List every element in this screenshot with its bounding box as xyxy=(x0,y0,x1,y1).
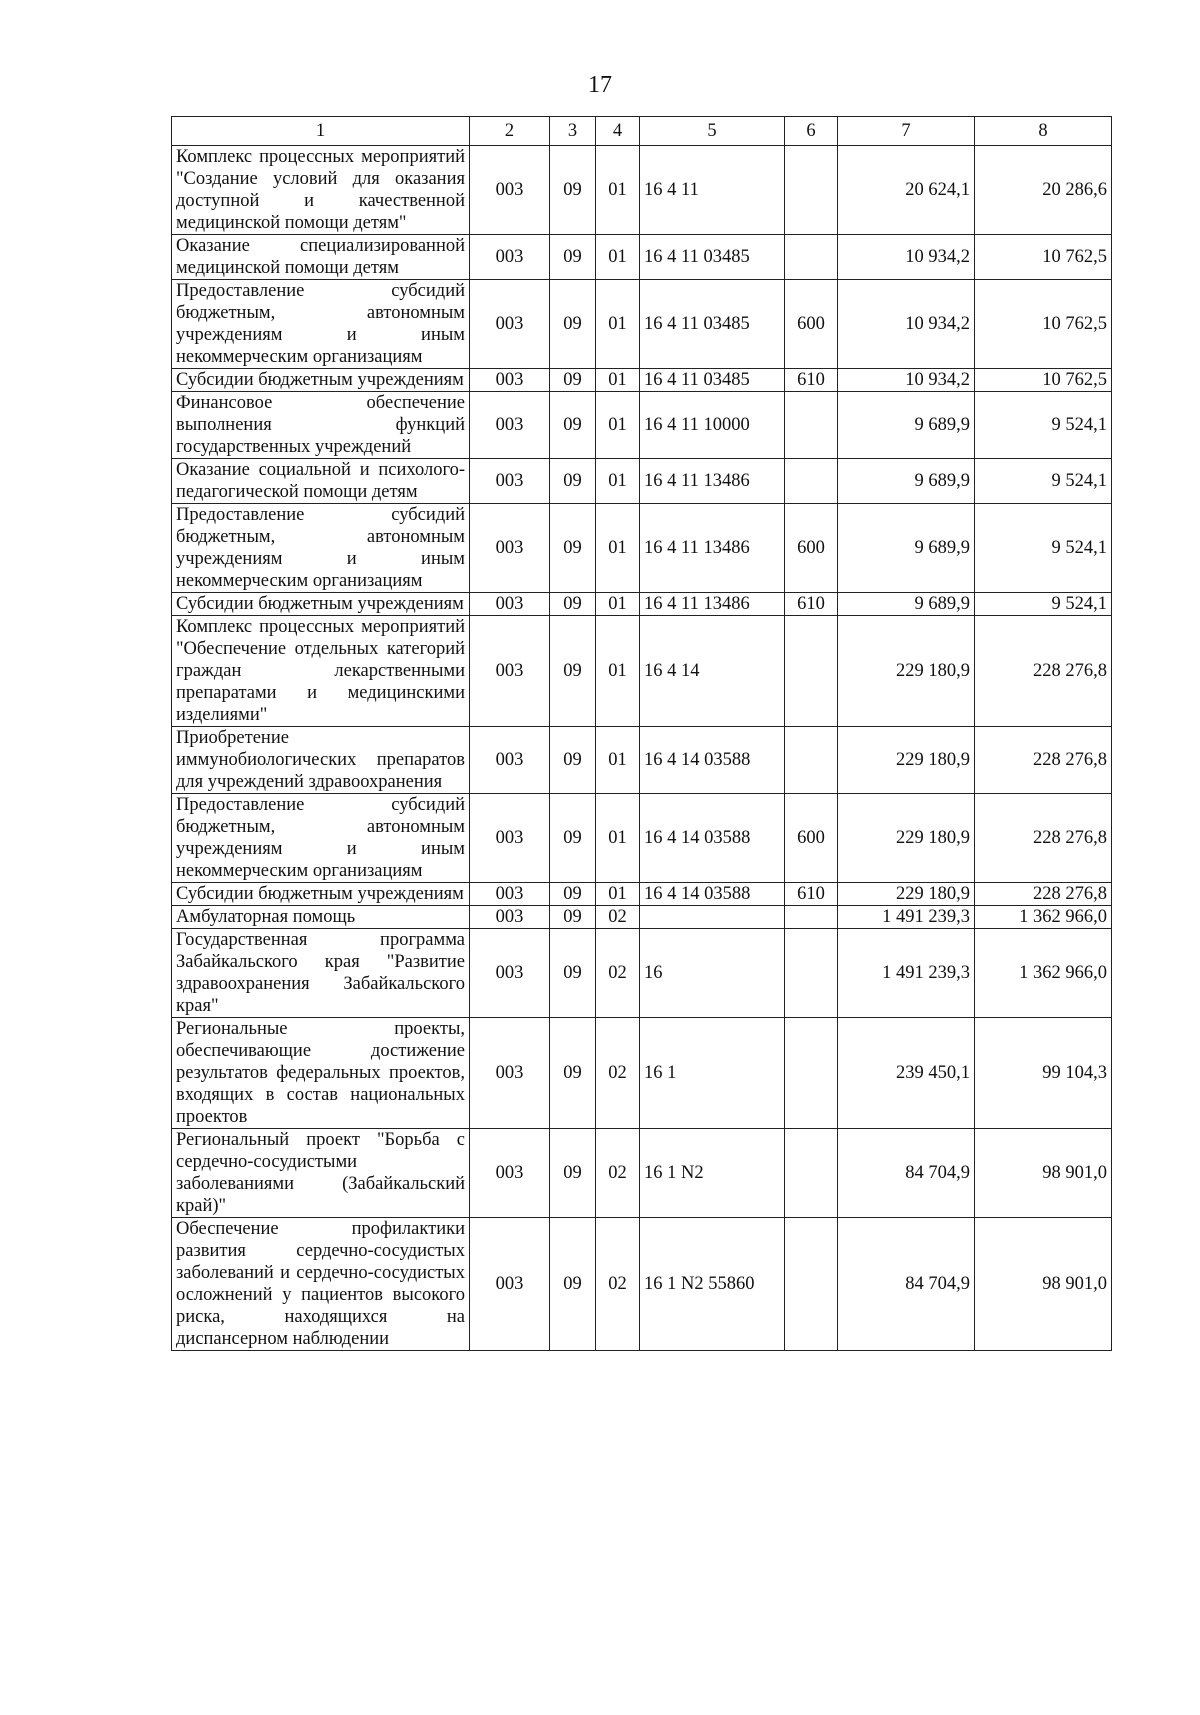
section-code-cell: 09 xyxy=(550,1018,596,1129)
amount-year2-cell: 228 276,8 xyxy=(975,794,1112,883)
row-name-cell: Комплекс процессных мероприятий "Обеспечение отдельных категорий граждан лекарственными препаратами и медицинскими изделиями" xyxy=(172,616,470,727)
target-article-cell: 16 1 N2 55860 xyxy=(640,1218,785,1351)
amount-year1-cell: 84 704,9 xyxy=(838,1129,975,1218)
section-code-cell: 09 xyxy=(550,369,596,392)
amount-year1-cell: 9 689,9 xyxy=(838,593,975,616)
target-article-cell: 16 4 11 03485 xyxy=(640,235,785,280)
target-article-cell: 16 4 11 13486 xyxy=(640,459,785,504)
row-name-cell: Предоставление субсидий бюджетным, автономным учреждениям и иным некоммерческим организациям xyxy=(172,794,470,883)
section-code-cell: 09 xyxy=(550,459,596,504)
row-name-cell: Субсидии бюджетным учреждениям xyxy=(172,593,470,616)
column-header: 1 xyxy=(172,117,470,146)
amount-year2-cell: 9 524,1 xyxy=(975,593,1112,616)
expense-type-cell: 600 xyxy=(785,504,838,593)
amount-year1-cell: 10 934,2 xyxy=(838,235,975,280)
expense-type-cell: 600 xyxy=(785,794,838,883)
ministry-code-cell: 003 xyxy=(470,794,550,883)
subsection-code-cell: 01 xyxy=(596,235,640,280)
column-header: 3 xyxy=(550,117,596,146)
amount-year1-cell: 84 704,9 xyxy=(838,1218,975,1351)
target-article-cell: 16 xyxy=(640,929,785,1018)
section-code-cell: 09 xyxy=(550,883,596,906)
page-number: 17 xyxy=(588,72,612,98)
expense-type-cell xyxy=(785,1129,838,1218)
table-row xyxy=(172,459,1112,504)
row-name-cell: Комплекс процессных мероприятий "Создание условий для оказания доступной и качественной медицинской помощи детям" xyxy=(172,146,470,235)
row-name-cell: Финансовое обеспечение выполнения функций государственных учреждений xyxy=(172,392,470,459)
subsection-code-cell: 02 xyxy=(596,906,640,929)
amount-year2-cell: 98 901,0 xyxy=(975,1218,1112,1351)
amount-year2-cell: 1 362 966,0 xyxy=(975,906,1112,929)
amount-year2-cell: 10 762,5 xyxy=(975,235,1112,280)
target-article-cell: 16 4 11 13486 xyxy=(640,593,785,616)
section-code-cell: 09 xyxy=(550,146,596,235)
expense-type-cell: 610 xyxy=(785,883,838,906)
target-article-cell: 16 4 11 03485 xyxy=(640,280,785,369)
row-name-cell: Оказание социальной и психолого-педагогической помощи детям xyxy=(172,459,470,504)
table-row xyxy=(172,369,1112,392)
expense-type-cell xyxy=(785,1018,838,1129)
ministry-code-cell: 003 xyxy=(470,883,550,906)
column-header: 5 xyxy=(640,117,785,146)
expense-type-cell xyxy=(785,906,838,929)
ministry-code-cell: 003 xyxy=(470,392,550,459)
table-row xyxy=(172,1018,1112,1129)
amount-year2-cell: 9 524,1 xyxy=(975,459,1112,504)
section-code-cell: 09 xyxy=(550,1218,596,1351)
target-article-cell: 16 1 N2 xyxy=(640,1129,785,1218)
target-article-cell: 16 4 11 xyxy=(640,146,785,235)
section-code-cell: 09 xyxy=(550,504,596,593)
amount-year1-cell: 9 689,9 xyxy=(838,392,975,459)
section-code-cell: 09 xyxy=(550,593,596,616)
target-article-cell: 16 4 11 13486 xyxy=(640,504,785,593)
subsection-code-cell: 02 xyxy=(596,1129,640,1218)
expense-type-cell xyxy=(785,146,838,235)
row-name-cell: Предоставление субсидий бюджетным, автономным учреждениям и иным некоммерческим организациям xyxy=(172,280,470,369)
table-row xyxy=(172,929,1112,1018)
amount-year1-cell: 1 491 239,3 xyxy=(838,929,975,1018)
row-name-cell: Предоставление субсидий бюджетным, автономным учреждениям и иным некоммерческим организациям xyxy=(172,504,470,593)
section-code-cell: 09 xyxy=(550,616,596,727)
table-row xyxy=(172,727,1112,794)
subsection-code-cell: 01 xyxy=(596,883,640,906)
amount-year2-cell: 228 276,8 xyxy=(975,727,1112,794)
ministry-code-cell: 003 xyxy=(470,146,550,235)
table-row xyxy=(172,616,1112,727)
amount-year2-cell: 10 762,5 xyxy=(975,369,1112,392)
ministry-code-cell: 003 xyxy=(470,906,550,929)
subsection-code-cell: 01 xyxy=(596,593,640,616)
subsection-code-cell: 01 xyxy=(596,146,640,235)
expense-type-cell xyxy=(785,616,838,727)
column-header: 8 xyxy=(975,117,1112,146)
ministry-code-cell: 003 xyxy=(470,459,550,504)
amount-year1-cell: 10 934,2 xyxy=(838,369,975,392)
subsection-code-cell: 01 xyxy=(596,392,640,459)
amount-year2-cell: 10 762,5 xyxy=(975,280,1112,369)
subsection-code-cell: 01 xyxy=(596,280,640,369)
row-name-cell: Оказание специализированной медицинской помощи детям xyxy=(172,235,470,280)
ministry-code-cell: 003 xyxy=(470,1018,550,1129)
section-code-cell: 09 xyxy=(550,906,596,929)
column-header: 4 xyxy=(596,117,640,146)
budget-table xyxy=(171,116,1112,1351)
table-row xyxy=(172,1218,1112,1351)
expense-type-cell: 600 xyxy=(785,280,838,369)
amount-year1-cell: 229 180,9 xyxy=(838,883,975,906)
amount-year1-cell: 239 450,1 xyxy=(838,1018,975,1129)
subsection-code-cell: 01 xyxy=(596,459,640,504)
subsection-code-cell: 02 xyxy=(596,1018,640,1129)
target-article-cell: 16 4 14 xyxy=(640,616,785,727)
table-header-row xyxy=(172,117,1112,146)
table-row xyxy=(172,280,1112,369)
row-name-cell: Приобретение иммунобиологических препаратов для учреждений здравоохранения xyxy=(172,727,470,794)
ministry-code-cell: 003 xyxy=(470,369,550,392)
target-article-cell xyxy=(640,906,785,929)
row-name-cell: Обеспечение профилактики развития сердечно-сосудистых заболеваний и сердечно-сосудистых осложнений у пациентов высокого риска, находящихся на диспансерном наблюдении xyxy=(172,1218,470,1351)
table-row xyxy=(172,392,1112,459)
amount-year1-cell: 20 624,1 xyxy=(838,146,975,235)
ministry-code-cell: 003 xyxy=(470,1129,550,1218)
row-name-cell: Субсидии бюджетным учреждениям xyxy=(172,883,470,906)
ministry-code-cell: 003 xyxy=(470,727,550,794)
row-name-cell: Государственная программа Забайкальского края "Развитие здравоохранения Забайкальского края" xyxy=(172,929,470,1018)
expense-type-cell xyxy=(785,235,838,280)
target-article-cell: 16 4 11 10000 xyxy=(640,392,785,459)
target-article-cell: 16 4 14 03588 xyxy=(640,727,785,794)
table-row xyxy=(172,146,1112,235)
table-row xyxy=(172,1129,1112,1218)
amount-year2-cell: 9 524,1 xyxy=(975,504,1112,593)
target-article-cell: 16 4 11 03485 xyxy=(640,369,785,392)
section-code-cell: 09 xyxy=(550,235,596,280)
subsection-code-cell: 01 xyxy=(596,727,640,794)
amount-year1-cell: 9 689,9 xyxy=(838,504,975,593)
ministry-code-cell: 003 xyxy=(470,280,550,369)
amount-year1-cell: 229 180,9 xyxy=(838,616,975,727)
expense-type-cell xyxy=(785,727,838,794)
ministry-code-cell: 003 xyxy=(470,929,550,1018)
amount-year1-cell: 229 180,9 xyxy=(838,727,975,794)
amount-year1-cell: 10 934,2 xyxy=(838,280,975,369)
amount-year2-cell: 9 524,1 xyxy=(975,392,1112,459)
table-row xyxy=(172,504,1112,593)
expense-type-cell xyxy=(785,392,838,459)
amount-year2-cell: 1 362 966,0 xyxy=(975,929,1112,1018)
amount-year1-cell: 9 689,9 xyxy=(838,459,975,504)
amount-year2-cell: 98 901,0 xyxy=(975,1129,1112,1218)
ministry-code-cell: 003 xyxy=(470,593,550,616)
table-row xyxy=(172,794,1112,883)
ministry-code-cell: 003 xyxy=(470,616,550,727)
expense-type-cell xyxy=(785,1218,838,1351)
amount-year2-cell: 20 286,6 xyxy=(975,146,1112,235)
table-body xyxy=(172,146,1112,1351)
ministry-code-cell: 003 xyxy=(470,504,550,593)
target-article-cell: 16 1 xyxy=(640,1018,785,1129)
subsection-code-cell: 02 xyxy=(596,1218,640,1351)
section-code-cell: 09 xyxy=(550,929,596,1018)
section-code-cell: 09 xyxy=(550,280,596,369)
ministry-code-cell: 003 xyxy=(470,235,550,280)
row-name-cell: Региональные проекты, обеспечивающие достижение результатов федеральных проектов, входящих в состав национальных проектов xyxy=(172,1018,470,1129)
table-row xyxy=(172,235,1112,280)
row-name-cell: Субсидии бюджетным учреждениям xyxy=(172,369,470,392)
ministry-code-cell: 003 xyxy=(470,1218,550,1351)
section-code-cell: 09 xyxy=(550,392,596,459)
table-row xyxy=(172,906,1112,929)
subsection-code-cell: 01 xyxy=(596,794,640,883)
expense-type-cell xyxy=(785,929,838,1018)
column-header: 6 xyxy=(785,117,838,146)
row-name-cell: Амбулаторная помощь xyxy=(172,906,470,929)
section-code-cell: 09 xyxy=(550,1129,596,1218)
expense-type-cell: 610 xyxy=(785,593,838,616)
column-header: 7 xyxy=(838,117,975,146)
row-name-cell: Региональный проект "Борьба с сердечно-сосудистыми заболеваниями (Забайкальский край)" xyxy=(172,1129,470,1218)
amount-year2-cell: 99 104,3 xyxy=(975,1018,1112,1129)
amount-year2-cell: 228 276,8 xyxy=(975,883,1112,906)
subsection-code-cell: 02 xyxy=(596,929,640,1018)
subsection-code-cell: 01 xyxy=(596,616,640,727)
subsection-code-cell: 01 xyxy=(596,369,640,392)
subsection-code-cell: 01 xyxy=(596,504,640,593)
column-header: 2 xyxy=(470,117,550,146)
section-code-cell: 09 xyxy=(550,727,596,794)
section-code-cell: 09 xyxy=(550,794,596,883)
amount-year2-cell: 228 276,8 xyxy=(975,616,1112,727)
expense-type-cell: 610 xyxy=(785,369,838,392)
amount-year1-cell: 229 180,9 xyxy=(838,794,975,883)
target-article-cell: 16 4 14 03588 xyxy=(640,794,785,883)
table-row xyxy=(172,593,1112,616)
target-article-cell: 16 4 14 03588 xyxy=(640,883,785,906)
table-row xyxy=(172,883,1112,906)
amount-year1-cell: 1 491 239,3 xyxy=(838,906,975,929)
expense-type-cell xyxy=(785,459,838,504)
